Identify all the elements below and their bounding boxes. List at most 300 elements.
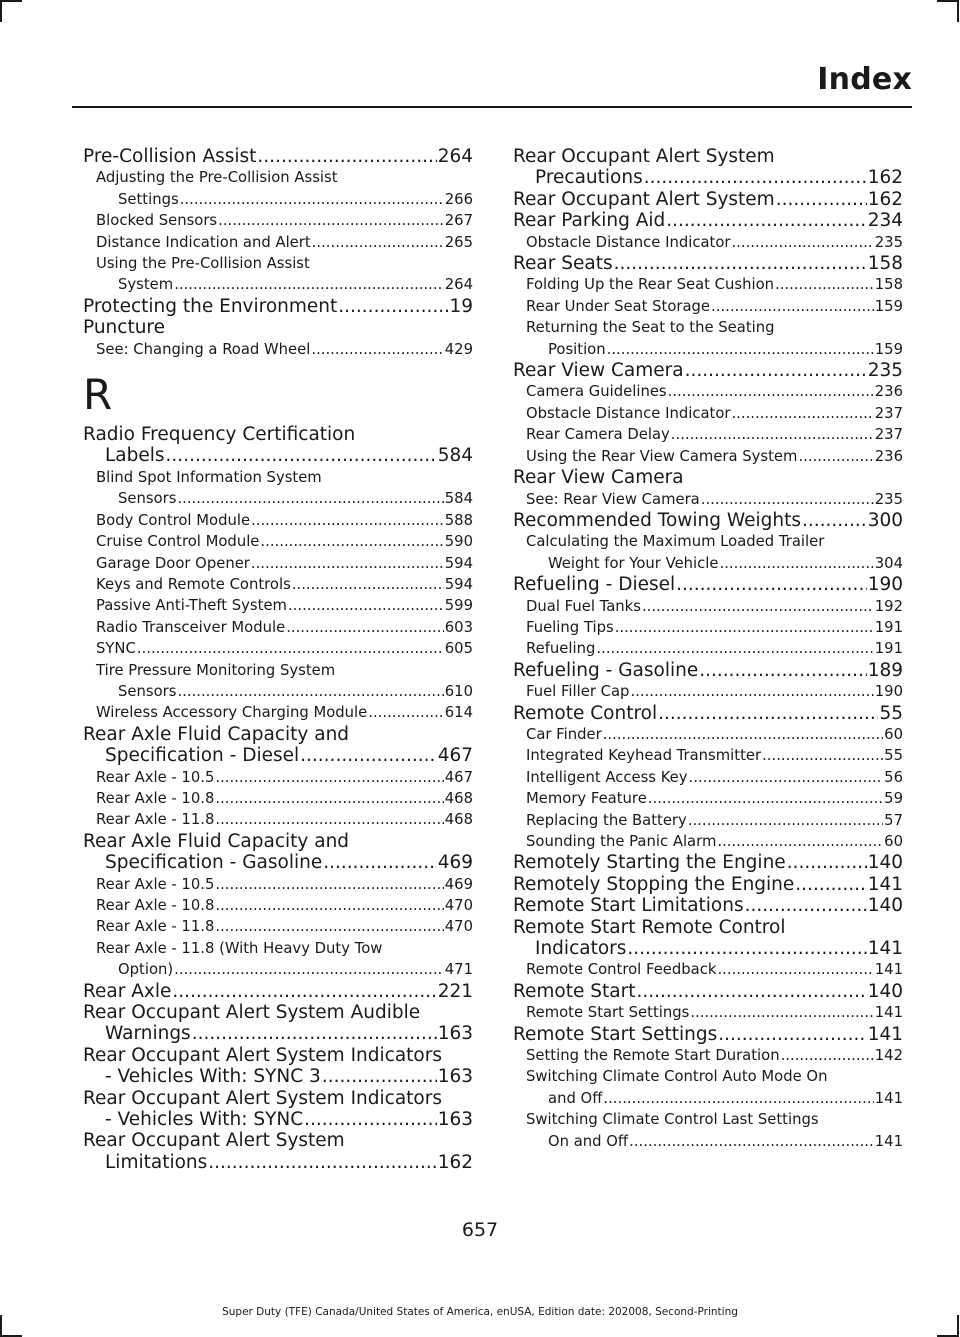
index-heading — [83, 146, 473, 167]
index-entry-text: Remote Start Settings — [526, 1004, 690, 1022]
index-entry-page: 140 — [867, 980, 903, 1002]
index-entry-text: Specification - Diesel — [105, 745, 300, 767]
index-subentry — [83, 574, 473, 595]
dot-leader — [775, 274, 874, 295]
index-subentry — [83, 510, 473, 531]
index-subentry — [513, 1109, 903, 1152]
dot-leader — [699, 660, 866, 681]
page-number: 657 — [461, 1219, 499, 1241]
dot-leader — [636, 981, 866, 1002]
index-subentry — [83, 617, 473, 638]
index-entry-page: 158 — [874, 276, 903, 294]
index-entry-text: Rear Axle Fluid Capacity and — [83, 723, 350, 745]
index-subentry — [513, 424, 903, 445]
index-entry-line — [526, 339, 903, 360]
index-subentry — [83, 467, 473, 510]
index-entry-text: Indicators — [535, 938, 627, 960]
index-entry-page: 267 — [444, 212, 473, 230]
dot-leader — [717, 959, 873, 980]
index-entry-page: 162 — [437, 1151, 473, 1173]
index-entry-text: Intelligent Access Key — [526, 768, 688, 786]
index-entry-text: Setting the Remote Start Duration — [526, 1047, 780, 1065]
dot-leader — [166, 445, 437, 466]
dot-leader — [322, 1066, 437, 1087]
index-entry-line — [96, 681, 473, 702]
index-entry-text: Remotely Starting the Engine — [513, 852, 786, 874]
index-entry-text: Tire Pressure Monitoring System — [96, 661, 336, 679]
index-entry-text: Distance Indication and Alert — [96, 233, 311, 251]
index-entry-page: 158 — [867, 253, 903, 275]
index-subentry — [513, 831, 903, 852]
dot-leader — [323, 852, 436, 873]
index-entry-page: 470 — [444, 897, 473, 914]
dot-leader — [304, 1109, 437, 1130]
index-entry-text: Radio Transceiver Module — [96, 618, 286, 636]
index-entry-line — [526, 1131, 903, 1152]
dot-leader — [676, 574, 867, 595]
index-entry-page: 429 — [444, 340, 473, 358]
index-entry-text: Keys and Remote Controls — [96, 575, 291, 593]
index-heading — [513, 146, 903, 189]
index-entry-text: Rear Axle Fluid Capacity and — [83, 830, 350, 852]
index-heading — [83, 724, 473, 767]
dot-leader — [174, 959, 444, 980]
index-entry-text: On and Off — [548, 1132, 629, 1150]
index-entry-text: Radio Frequency Certification — [83, 424, 356, 446]
index-entry-text: Rear Camera Delay — [526, 426, 670, 444]
index-entry-text: Rear Axle - 11.8 — [96, 918, 215, 936]
index-entry-page: 468 — [444, 789, 473, 807]
index-entry-text: Puncture — [83, 317, 166, 339]
index-entry-page: 235 — [867, 360, 903, 382]
index-entry-text: Rear Parking Aid — [513, 210, 666, 232]
index-entry-text: Remote Start — [513, 980, 636, 1002]
index-entry-page: 192 — [874, 597, 903, 615]
index-entry-page: 55 — [879, 702, 903, 724]
index-entry-text: Passive Anti-Theft System — [96, 597, 287, 615]
index-subentry — [513, 1045, 903, 1066]
dot-leader — [368, 702, 444, 723]
index-subentry — [83, 210, 473, 231]
index-entry-text: Rear Occupant Alert System Audible — [83, 1002, 421, 1024]
crop-mark — [957, 0, 959, 22]
index-entry-text: Fuel Filler Cap — [526, 683, 630, 701]
index-entry-line — [83, 1023, 473, 1044]
index-heading — [513, 895, 903, 916]
index-entry-page: 159 — [874, 297, 903, 315]
index-entry-text: Rear Occupant Alert System Indicators — [83, 1087, 442, 1109]
dot-leader — [629, 1131, 874, 1152]
index-entry-page: 265 — [444, 233, 473, 251]
index-subentry — [83, 938, 473, 981]
index-subentry — [513, 403, 903, 424]
index-entry-text: Rear Axle - 10.5 — [96, 768, 215, 786]
index-entry-page: 584 — [444, 490, 473, 508]
index-subentry — [513, 317, 903, 360]
index-entry-line — [83, 445, 473, 466]
index-entry-text: Obstacle Distance Indicator — [526, 233, 731, 251]
index-entry-page: 471 — [444, 961, 473, 979]
index-entry-page: 234 — [867, 210, 903, 232]
dot-leader — [180, 189, 444, 210]
index-heading — [83, 831, 473, 874]
index-heading — [83, 424, 473, 467]
dot-leader — [644, 167, 867, 188]
index-entry-page: 221 — [437, 980, 473, 1002]
index-entry-text: Wireless Accessory Charging Module — [96, 704, 368, 722]
index-entry-text: Memory Feature — [526, 790, 647, 808]
index-entry-page: 189 — [867, 659, 903, 681]
index-heading — [513, 360, 903, 381]
index-subentry — [513, 596, 903, 617]
dot-leader — [215, 809, 443, 830]
index-subentry — [513, 1002, 903, 1023]
index-heading — [513, 574, 903, 595]
dot-leader — [648, 788, 883, 809]
crop-mark — [0, 0, 22, 2]
index-entry-text: Remote Start Limitations — [513, 895, 744, 917]
index-entry-page: 603 — [444, 618, 473, 636]
dot-leader — [215, 788, 443, 809]
crop-mark — [0, 0, 2, 22]
dot-leader — [666, 210, 866, 231]
dot-leader — [215, 916, 443, 937]
dot-leader — [745, 895, 867, 916]
index-heading — [83, 1002, 473, 1045]
dot-leader — [607, 339, 874, 360]
index-heading — [513, 852, 903, 873]
index-entry-page: 584 — [437, 445, 473, 467]
index-entry-page: 190 — [874, 683, 903, 701]
index-entry-text: Dual Fuel Tanks — [526, 597, 641, 615]
index-entry-text: Rear Axle - 10.8 — [96, 789, 215, 807]
index-heading — [513, 981, 903, 1002]
dot-leader — [685, 360, 867, 381]
index-entry-page: 467 — [444, 768, 473, 786]
index-entry-text: Sensors — [118, 682, 177, 700]
index-entry-line — [83, 1152, 473, 1173]
dot-leader — [603, 1088, 873, 1109]
section-letter: R — [83, 370, 113, 420]
index-entry-page: 55 — [884, 747, 903, 765]
index-entry-line — [526, 553, 903, 574]
index-entry-page: 236 — [874, 383, 903, 401]
index-entry-text: Using the Rear View Camera System — [526, 447, 798, 465]
dot-leader — [603, 724, 883, 745]
index-entry-line — [96, 488, 473, 509]
index-entry-text: Using the Pre-Collision Assist — [96, 255, 310, 273]
index-subentry — [83, 767, 473, 788]
dot-leader — [802, 510, 867, 531]
index-subentry — [513, 274, 903, 295]
index-column-right — [513, 146, 903, 1152]
dot-leader — [731, 232, 873, 253]
index-entry-page: 163 — [437, 1109, 473, 1131]
index-heading — [513, 467, 903, 488]
index-subentry — [83, 553, 473, 574]
index-subentry — [513, 446, 903, 467]
index-entry-text: See: Changing a Road Wheel — [96, 340, 311, 358]
dot-leader — [627, 938, 866, 959]
index-subentry — [513, 617, 903, 638]
index-entry-text: Rear Axle - 11.8 (With Heavy Duty Tow — [96, 939, 383, 957]
index-entry-page: 467 — [437, 745, 473, 767]
index-entry-page: 162 — [867, 188, 903, 210]
dot-leader — [172, 981, 436, 1002]
dot-leader — [215, 874, 443, 895]
index-subentry — [83, 595, 473, 616]
index-entry-page: 142 — [874, 1047, 903, 1065]
index-entry-text: Sensors — [118, 490, 177, 508]
index-heading — [513, 253, 903, 274]
index-subentry — [83, 702, 473, 723]
index-entry-line — [83, 745, 473, 766]
index-entry-page: 162 — [867, 167, 903, 189]
index-entry-text: - Vehicles With: SYNC — [105, 1109, 304, 1131]
index-entry-text: Rear View Camera — [513, 467, 684, 489]
index-subentry — [83, 339, 473, 360]
index-entry-page: 590 — [444, 533, 473, 551]
index-entry-text: Recommended Towing Weights — [513, 509, 801, 531]
dot-leader — [174, 274, 444, 295]
dot-leader — [668, 381, 874, 402]
index-subentry — [513, 489, 903, 510]
index-entry-page: 57 — [884, 811, 903, 829]
dot-leader — [762, 745, 883, 766]
index-entry-text: Rear Under Seat Storage — [526, 297, 711, 315]
index-heading — [513, 703, 903, 724]
dot-leader — [177, 681, 443, 702]
dot-leader — [286, 617, 444, 638]
index-heading — [513, 510, 903, 531]
index-subentry — [513, 381, 903, 402]
index-entry-text: Adjusting the Pre-Collision Assist — [96, 169, 338, 187]
index-entry-page: 470 — [444, 918, 473, 936]
index-entry-text: Folding Up the Rear Seat Cushion — [526, 276, 775, 294]
index-subentry — [513, 232, 903, 253]
dot-leader — [688, 810, 883, 831]
index-heading — [513, 660, 903, 681]
index-subentry — [513, 810, 903, 831]
index-entry-text: Refueling - Gasoline — [513, 659, 699, 681]
index-entry-page: 141 — [874, 1132, 903, 1150]
index-entry-text: Rear Occupant Alert System Indicators — [83, 1044, 442, 1066]
dot-leader — [798, 446, 873, 467]
dot-leader — [208, 1152, 436, 1173]
index-entry-page: 237 — [874, 404, 903, 422]
index-entry-line — [96, 959, 473, 980]
index-subentry — [513, 788, 903, 809]
dot-leader — [690, 1002, 873, 1023]
index-entry-page: 468 — [444, 811, 473, 829]
index-entry-line — [83, 1109, 473, 1130]
index-subentry — [83, 232, 473, 253]
index-subentry — [83, 809, 473, 830]
index-entry-page: 594 — [444, 554, 473, 572]
index-subentry — [83, 660, 473, 703]
index-entry-text: - Vehicles With: SYNC 3 — [105, 1066, 321, 1088]
index-entry-text: Weight for Your Vehicle — [548, 554, 719, 572]
index-entry-page: 235 — [874, 233, 903, 251]
index-entry-text: Cruise Control Module — [96, 533, 260, 551]
index-entry-text: Settings — [118, 190, 179, 208]
index-entry-text: Body Control Module — [96, 511, 251, 529]
index-subentry — [83, 788, 473, 809]
index-entry-page: 163 — [437, 1023, 473, 1045]
index-entry-text: and Off — [548, 1089, 603, 1107]
index-entry-text: Rear Seats — [513, 253, 613, 275]
index-entry-text: Replacing the Battery — [526, 811, 687, 829]
dot-leader — [300, 745, 437, 766]
index-subentry — [513, 1066, 903, 1109]
index-entry-text: Rear Axle - 10.8 — [96, 897, 215, 914]
index-entry-text: Option) — [118, 961, 174, 979]
index-entry-text: Fueling Tips — [526, 618, 614, 636]
dot-leader — [720, 553, 874, 574]
dot-leader — [717, 831, 883, 852]
dot-leader — [795, 874, 866, 895]
index-entry-text: Remote Control Feedback — [526, 961, 717, 979]
crop-mark — [957, 1315, 959, 1337]
dot-leader — [776, 189, 867, 210]
index-subentry — [83, 253, 473, 296]
index-heading — [513, 1024, 903, 1045]
index-entry-page: 140 — [867, 895, 903, 917]
index-heading — [83, 981, 473, 1002]
dot-leader — [218, 210, 444, 231]
index-subentry — [513, 724, 903, 745]
index-entry-line — [96, 189, 473, 210]
index-heading — [83, 317, 473, 338]
dot-leader — [312, 232, 444, 253]
index-heading — [513, 917, 903, 960]
index-entry-text: Specification - Gasoline — [105, 852, 323, 874]
index-entry-line — [83, 852, 473, 873]
index-entry-page: 141 — [867, 873, 903, 895]
dot-leader — [257, 146, 436, 167]
dot-leader — [177, 488, 443, 509]
dot-leader — [137, 638, 444, 659]
index-entry-page: 469 — [444, 875, 473, 893]
index-heading — [513, 874, 903, 895]
index-subentry — [513, 681, 903, 702]
index-entry-text: Integrated Keyhead Transmitter — [526, 747, 762, 765]
index-entry-page: 610 — [444, 682, 473, 700]
index-subentry — [513, 745, 903, 766]
index-entry-text: Rear View Camera — [513, 360, 684, 382]
index-entry-page: 141 — [874, 961, 903, 979]
index-entry-text: Rear Occupant Alert System — [83, 1130, 345, 1152]
index-entry-page: 190 — [867, 574, 903, 596]
index-entry-page: 159 — [874, 340, 903, 358]
index-entry-line — [83, 1066, 473, 1087]
index-entry-page: 56 — [884, 768, 903, 786]
index-entry-page: 60 — [884, 833, 903, 850]
index-entry-page: 469 — [437, 852, 473, 874]
index-subentry — [513, 531, 903, 574]
index-entry-page: 599 — [444, 597, 473, 615]
index-entry-text: See: Rear View Camera — [526, 490, 700, 508]
index-entry-text: Remote Start Remote Control — [513, 916, 786, 938]
index-column-left — [83, 146, 473, 1173]
index-entry-text: Blocked Sensors — [96, 212, 218, 230]
index-entry-text: Protecting the Environment — [83, 295, 338, 317]
index-entry-text: Remotely Stopping the Engine — [513, 873, 795, 895]
dot-leader — [292, 574, 444, 595]
page-title: Index — [817, 62, 912, 97]
index-entry-text: SYNC — [96, 640, 136, 658]
dot-leader — [596, 638, 873, 659]
dot-leader — [731, 403, 873, 424]
index-entry-text: Rear Axle — [83, 980, 172, 1002]
index-entry-text: Warnings — [105, 1023, 191, 1045]
index-entry-page: 60 — [884, 725, 903, 743]
index-subentry — [83, 916, 473, 937]
index-entry-page: 300 — [867, 509, 903, 531]
index-subentry — [83, 895, 473, 916]
dot-leader — [311, 339, 443, 360]
index-entry-text: Refueling - Diesel — [513, 574, 676, 596]
index-entry-page: 19 — [449, 295, 473, 317]
index-entry-text: Switching Climate Control Auto Mode On — [526, 1068, 828, 1086]
dot-leader — [787, 852, 867, 873]
index-entry-page: 594 — [444, 575, 473, 593]
index-entry-page: 141 — [867, 1023, 903, 1045]
dot-leader — [251, 510, 444, 531]
index-entry-page: 163 — [437, 1066, 473, 1088]
index-entry-text: Labels — [105, 445, 165, 467]
index-entry-page: 264 — [437, 146, 473, 167]
index-entry-page: 614 — [444, 704, 473, 722]
index-entry-page: 141 — [867, 938, 903, 960]
index-entry-text: Precautions — [535, 167, 643, 189]
dot-leader — [658, 703, 878, 724]
index-entry-text: Rear Axle - 11.8 — [96, 811, 215, 829]
dot-leader — [338, 296, 448, 317]
index-subentry — [513, 638, 903, 659]
index-heading — [513, 210, 903, 231]
index-entry-page: 264 — [444, 276, 473, 294]
index-entry-page: 304 — [874, 554, 903, 572]
index-heading — [83, 296, 473, 317]
index-entry-text: Rear Axle - 10.5 — [96, 875, 215, 893]
dot-leader — [215, 895, 443, 916]
index-heading — [83, 1088, 473, 1131]
index-entry-text: Blind Spot Information System — [96, 468, 322, 486]
index-entry-text: Limitations — [105, 1151, 208, 1173]
index-heading — [83, 1130, 473, 1173]
index-entry-line — [513, 167, 903, 188]
index-subentry — [513, 767, 903, 788]
index-subentry — [83, 874, 473, 895]
index-entry-line — [513, 938, 903, 959]
crop-mark — [0, 1315, 2, 1337]
index-entry-text: Remote Start Settings — [513, 1023, 718, 1045]
dot-leader — [260, 531, 443, 552]
index-entry-text: Camera Guidelines — [526, 383, 667, 401]
dot-leader — [701, 489, 874, 510]
index-subentry — [513, 959, 903, 980]
dot-leader — [288, 595, 444, 616]
footer-edition-info: Super Duty (TFE) Canada/United States of America, enUSA, Edition date: 202008, Second-Printing — [222, 1306, 738, 1318]
index-entry-page: 141 — [874, 1004, 903, 1022]
dot-leader — [251, 553, 444, 574]
index-entry-text: Returning the Seat to the Seating — [526, 319, 775, 337]
index-entry-page: 266 — [444, 190, 473, 208]
index-entry-line — [96, 274, 473, 295]
index-entry-page: 140 — [867, 852, 903, 874]
index-entry-text: Car Finder — [526, 725, 602, 743]
